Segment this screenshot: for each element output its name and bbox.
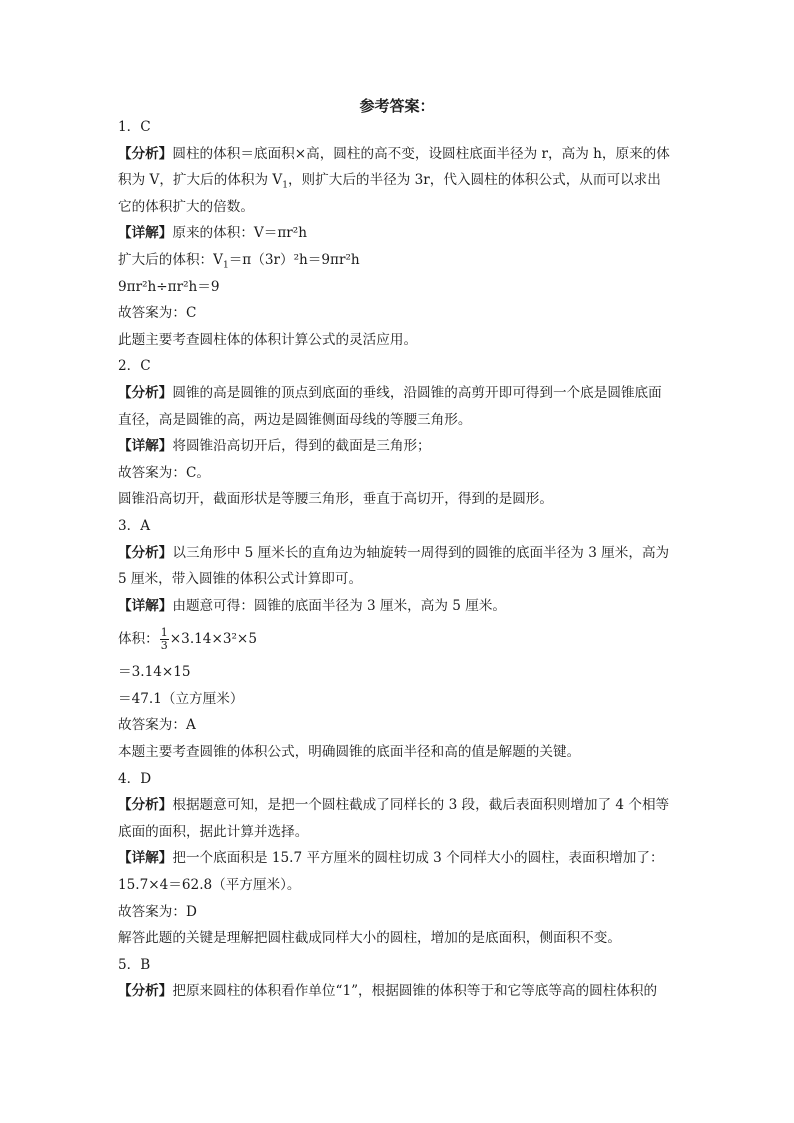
q4-analysis-line-1	[118, 792, 678, 819]
q2-detail-text-1: 将圆锥沿高切开后，得到的截面是三角形；	[172, 438, 431, 455]
q1-detail-text-2a: 扩大后的体积：V	[118, 251, 223, 268]
q4-number: 4．D	[118, 770, 152, 787]
q1-detail-line-1	[118, 220, 678, 247]
q3-analysis-text-1: 以三角形中 5 厘米长的直角边为轴旋转一周得到的圆锥的底面半径为 3 厘米，高为	[172, 544, 670, 561]
q3-answer: 故答案为：A	[118, 717, 196, 734]
q2-answer: 故答案为：C。	[118, 464, 210, 481]
volume-label: 体积：	[118, 631, 159, 648]
q2-number: 2．C	[118, 358, 151, 375]
q5-number: 5．B	[118, 956, 151, 973]
q1-analysis-line-3: 它的体积扩大的倍数。	[118, 198, 254, 215]
q4-detail-line-2: 15.7×4＝62.8（平方厘米）。	[118, 877, 301, 894]
fraction-denominator: 3	[160, 639, 168, 653]
q1-number: 1．C	[118, 119, 151, 135]
analysis-tag: 【分析】	[118, 544, 173, 561]
q1-answer: 故答案为：C	[118, 305, 197, 322]
q1-detail-text-1: 原来的体积：V＝πr²h	[172, 225, 307, 242]
q1-detail-text-2b: ＝π（3r）²h＝9πr²h	[228, 251, 360, 268]
q1-detail-line-3: 9πr²h÷πr²h＝9	[118, 278, 220, 295]
page-title: 参考答案：	[359, 97, 435, 115]
subscript: 1	[222, 260, 229, 271]
q1-analysis-line-1	[118, 141, 678, 168]
q5-analysis-line-1	[118, 978, 678, 1005]
q2-analysis-line-1	[118, 380, 678, 407]
q2-analysis-line-2: 直径，高是圆锥的高，两边是圆锥侧面母线的等腰三角形。	[118, 411, 472, 428]
q3-analysis-line-2: 5 厘米，带入圆锥的体积公式计算即可。	[118, 571, 363, 588]
q3-step-2: ＝47.1（立方厘米）	[118, 690, 244, 707]
q2-detail-line-1	[118, 433, 678, 460]
q3-analysis-line-1	[118, 540, 678, 567]
q3-step-1: ＝3.14×15	[118, 664, 191, 681]
q1-analysis-text-2b: ，则扩大后的半径为 3r，代入圆柱的体积公式，从而可以求出	[287, 172, 661, 189]
q1-detail-line-2	[118, 247, 678, 274]
detail-tag: 【详解】	[118, 225, 173, 242]
detail-tag: 【详解】	[118, 597, 173, 614]
analysis-tag: 【分析】	[118, 145, 173, 162]
fraction-one-third	[160, 627, 169, 652]
q4-detail-text-1: 把一个底面积是 15.7 平方厘米的圆柱切成 3 个同样大小的圆柱，表面积增加了：	[172, 850, 664, 867]
q3-number: 3．A	[118, 517, 151, 534]
analysis-tag: 【分析】	[118, 983, 173, 1000]
q3-note: 本题主要考查圆锥的体积公式，明确圆锥的底面半径和高的值是解题的关键。	[118, 744, 581, 761]
analysis-tag: 【分析】	[118, 797, 173, 814]
q1-analysis-text-2a: 积为 V，扩大后的体积为 V	[118, 172, 283, 189]
q4-analysis-text-1: 根据题意可知，是把一个圆柱截成了同样长的 3 段，截后表面积则增加了 4 个相等	[172, 797, 670, 814]
q1-analysis-line-2	[118, 167, 678, 194]
q1-note: 此题主要考查圆柱体的体积计算公式的灵活应用。	[118, 331, 418, 348]
detail-tag: 【详解】	[118, 438, 173, 455]
analysis-tag: 【分析】	[118, 384, 173, 401]
q2-note: 圆锥沿高切开，截面形状是等腰三角形，垂直于高切开，得到的是圆形。	[118, 491, 553, 508]
q5-analysis-text-1: 把原来圆柱的体积看作单位“1”，根据圆锥的体积等于和它等底等高的圆柱体积的	[172, 983, 658, 1000]
volume-expression: ×3.14×3²×5	[169, 631, 257, 648]
subscript: 1	[282, 180, 288, 191]
q3-detail-line-1	[118, 593, 678, 620]
q4-note: 解答此题的关键是理解把圆柱截成同样大小的圆柱，增加的是底面积，侧面积不变。	[118, 930, 621, 947]
q4-answer: 故答案为：D	[118, 903, 197, 920]
q3-volume-formula	[118, 619, 678, 659]
q2-analysis-text-1: 圆锥的高是圆锥的顶点到底面的垂线，沿圆锥的高剪开即可得到一个底是圆锥底面	[172, 384, 662, 401]
q3-detail-text-1: 由题意可得：圆锥的底面半径为 3 厘米，高为 5 厘米。	[172, 597, 507, 614]
q4-analysis-line-2: 底面的面积，据此计算并选择。	[118, 823, 309, 840]
q4-detail-line-1	[118, 845, 678, 872]
fraction-numerator: 1	[160, 626, 168, 640]
detail-tag: 【详解】	[118, 850, 173, 867]
q1-analysis-text-1: 圆柱的体积＝底面积×高，圆柱的高不变，设圆柱底面半径为 r，高为 h，原来的体	[172, 145, 670, 162]
answer-content	[118, 114, 678, 1005]
